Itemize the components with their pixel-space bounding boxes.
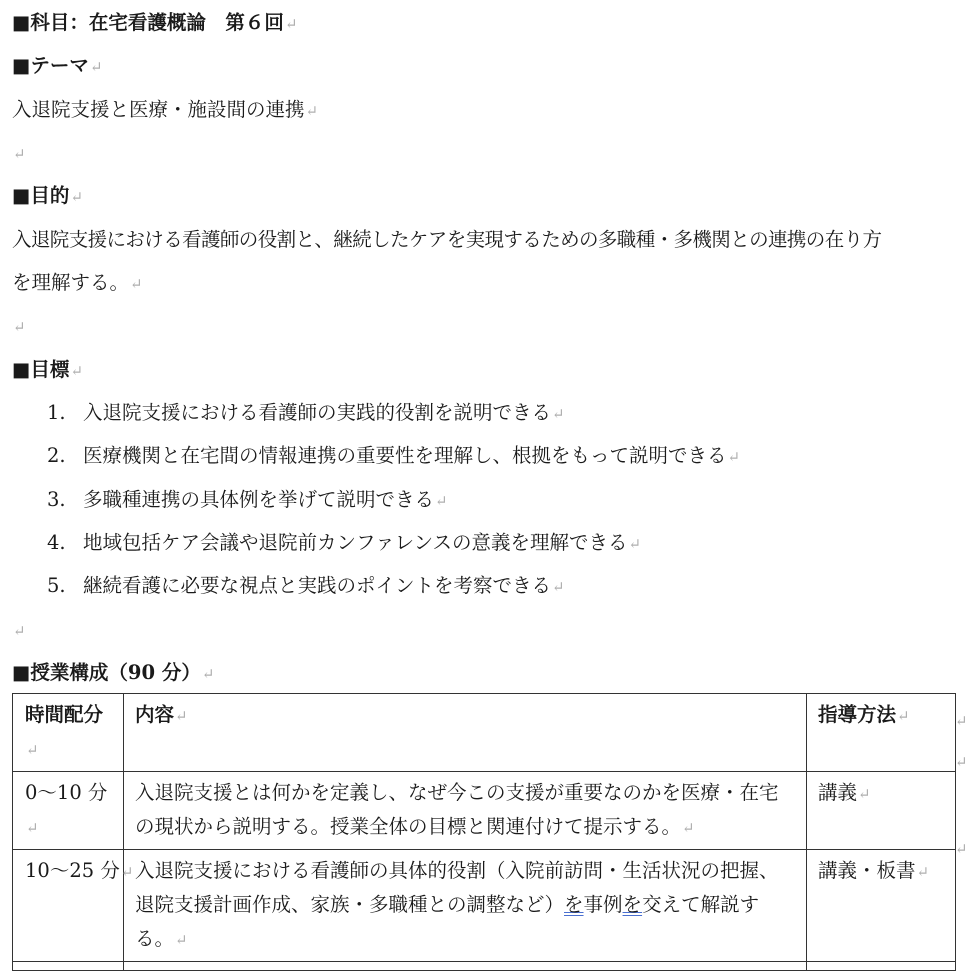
paragraph-mark: ↵ — [130, 275, 143, 293]
lesson-structure-table — [12, 693, 956, 971]
paragraph-mark: ↵ — [175, 931, 188, 949]
cell-content: 入退院支援における看護師の具体的役割（入院前訪問・生活状況の把握、退院支援計画作成、家族・多職種との調整など）を事例を交えて解説する。↵ — [124, 850, 807, 962]
header-cell-content: 内容↵ — [124, 694, 807, 772]
empty-paragraph — [12, 311, 26, 342]
cell-method: 講義↵ — [807, 772, 956, 850]
structure-heading: ■授業構成（90 分）↵ — [12, 661, 215, 684]
paragraph-mark: ↵ — [858, 785, 871, 803]
paragraph-mark: ↵ — [70, 188, 84, 206]
paragraph-mark: ↵ — [305, 102, 319, 120]
purpose-text-line1: 入退院支援における看護師の役割と、継続したケアを実現するための多職種・多機関との連携の在り方 — [12, 228, 882, 251]
table-row — [13, 962, 956, 971]
paragraph-mark: ↵ — [13, 622, 26, 640]
paragraph-mark: ↵ — [13, 145, 26, 163]
paragraph-mark: ↵ — [435, 492, 448, 510]
cell-time: 0〜10 分↵ — [13, 772, 124, 850]
paragraph-mark: ↵ — [552, 578, 565, 596]
goals-heading: ■目標↵ — [12, 358, 84, 381]
cell-content: 入退院支援とは何かを定義し、なぜ今この支援が重要なのかを医療・在宅の現状から説明する。授業全体の目標と関連付けて提示する。↵ — [124, 772, 807, 850]
paragraph-mark: ↵ — [26, 819, 39, 837]
row-end-mark: ↵ — [955, 840, 968, 858]
purpose-heading: ■目的↵ — [12, 184, 84, 207]
cell-method: 講義・板書↵ — [807, 850, 956, 962]
row-end-mark: ↵ — [955, 712, 968, 730]
goal-item: 4. 地域包括ケア会議や退院前カンファレンスの意義を理解できる↵ — [47, 531, 642, 554]
empty-paragraph — [12, 615, 26, 646]
theme-heading: ■テーマ↵ — [12, 54, 103, 77]
goal-item: 5. 継続看護に必要な視点と実践のポイントを考察できる↵ — [47, 574, 565, 597]
purpose-text-line2: を理解する。↵ — [12, 271, 143, 294]
paragraph-mark: ↵ — [682, 819, 695, 837]
empty-paragraph — [12, 138, 26, 169]
paragraph-mark: ↵ — [916, 863, 930, 881]
paragraph-mark: ↵ — [26, 741, 39, 759]
paragraph-mark: ↵ — [175, 707, 188, 725]
paragraph-mark: ↵ — [628, 535, 642, 553]
paragraph-mark: ↵ — [201, 665, 215, 683]
paragraph-mark: ↵ — [284, 15, 298, 33]
header-cell-method: 指導方法↵ — [807, 694, 956, 772]
paragraph-mark: ↵ — [897, 707, 910, 725]
table-row — [13, 850, 956, 962]
goal-item: 2. 医療機関と在宅間の情報連携の重要性を理解し、根拠をもって説明できる↵ — [47, 444, 741, 467]
header-cell-time: 時間配分↵ — [13, 694, 124, 772]
paragraph-mark: ↵ — [89, 58, 103, 76]
paragraph-mark: ↵ — [120, 863, 134, 881]
theme-text: 入退院支援と医療・施設間の連携↵ — [12, 98, 319, 121]
table-header-row — [13, 694, 956, 772]
row-end-mark: ↵ — [955, 753, 968, 771]
goal-item: 3. 多職種連携の具体例を挙げて説明できる↵ — [47, 488, 448, 511]
paragraph-mark: ↵ — [552, 405, 565, 423]
paragraph-mark: ↵ — [727, 448, 741, 466]
proofing-underline[interactable]: を — [564, 893, 584, 916]
proofing-underline[interactable]: を — [622, 893, 643, 916]
table-row — [13, 772, 956, 850]
cell-time: 10〜25 分↵ — [13, 850, 124, 962]
subject-heading: ■科目：在宅看護概論 第６回↵ — [12, 11, 298, 34]
paragraph-mark: ↵ — [70, 362, 84, 380]
goal-item: 1. 入退院支援における看護師の実践的役割を説明できる↵ — [47, 401, 565, 424]
paragraph-mark: ↵ — [13, 318, 26, 336]
